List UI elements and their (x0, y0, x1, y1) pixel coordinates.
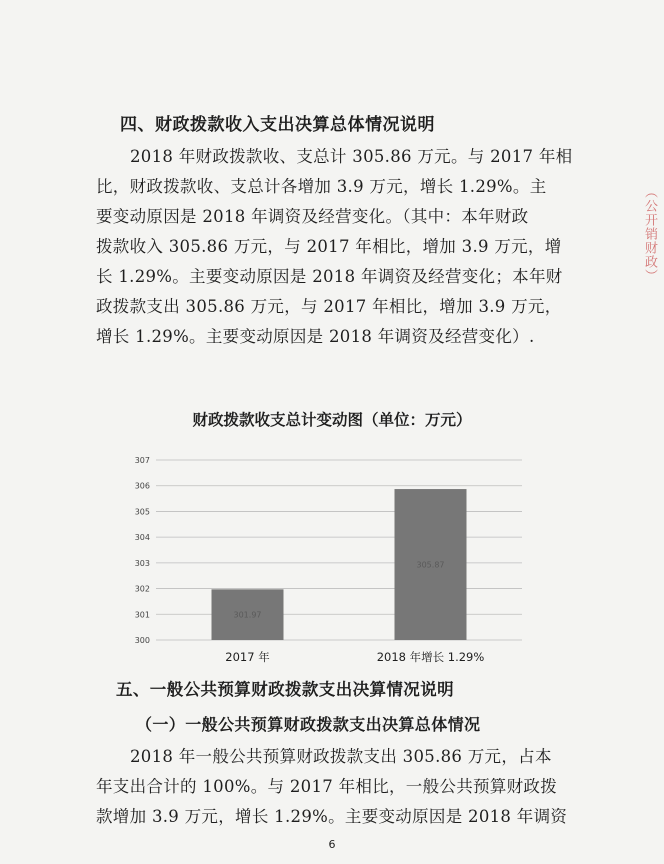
x-category-label: 2017 年 (225, 650, 270, 664)
y-tick-label: 300 (134, 636, 150, 645)
y-tick-label: 303 (134, 558, 150, 568)
bar-chart (130, 448, 530, 670)
paragraph-line: 拨款收入 305.86 万元，与 2017 年相比，增加 3.9 万元，增 (96, 237, 562, 256)
paragraph-line: 款增加 3.9 万元，增长 1.29%。主要变动原因是 2018 年调资 (96, 807, 568, 826)
y-tick-label: 305 (134, 507, 150, 517)
y-tick-label: 306 (134, 481, 150, 491)
data-label: 301.97 (233, 610, 262, 620)
section-5-paragraph (96, 742, 568, 832)
chart-title: 财政拨款收支总计变动图（单位：万元） (192, 411, 472, 429)
paragraph-line: 比，财政拨款收、支总计各增加 3.9 万元，增长 1.29%。主 (96, 177, 547, 196)
section-4-heading: 四、财政拨款收入支出决算总体情况说明 (120, 115, 435, 135)
y-tick-label: 304 (134, 533, 150, 543)
data-label: 305.87 (416, 560, 445, 570)
section-4-paragraph (96, 142, 573, 352)
y-tick-label: 302 (134, 584, 150, 594)
y-tick-label: 301 (134, 610, 150, 620)
paragraph-line: 2018 年一般公共预算财政拨款支出 305.86 万元，占本 (130, 747, 552, 766)
paragraph-line: 政拨款支出 305.86 万元，与 2017 年相比，增加 3.9 万元， (96, 297, 562, 316)
paragraph-line: 要变动原因是 2018 年调资及经营变化。（其中：本年财政 (96, 207, 529, 226)
paragraph-line: 长 1.29%。主要变动原因是 2018 年调资及经营变化；本年财 (96, 267, 563, 286)
paragraph-line: 年支出合计的 100%。与 2017 年相比，一般公共预算财政拨 (96, 777, 557, 796)
x-category-label: 2018 年增长 1.29% (376, 650, 485, 664)
paragraph-line: 增长 1.29%。主要变动原因是 2018 年调资及经营变化）. (96, 327, 535, 346)
side-stamp: （公开销财政） (642, 185, 657, 283)
section-5-heading: 五、一般公共预算财政拨款支出决算情况说明 (116, 680, 454, 699)
paragraph-line: 2018 年财政拨款收、支总计 305.86 万元。与 2017 年相 (130, 147, 573, 166)
y-tick-label: 307 (134, 456, 150, 465)
section-5-subheading: （一）一般公共预算财政拨款支出决算总体情况 (136, 715, 481, 734)
page-number: 6 (328, 838, 336, 851)
